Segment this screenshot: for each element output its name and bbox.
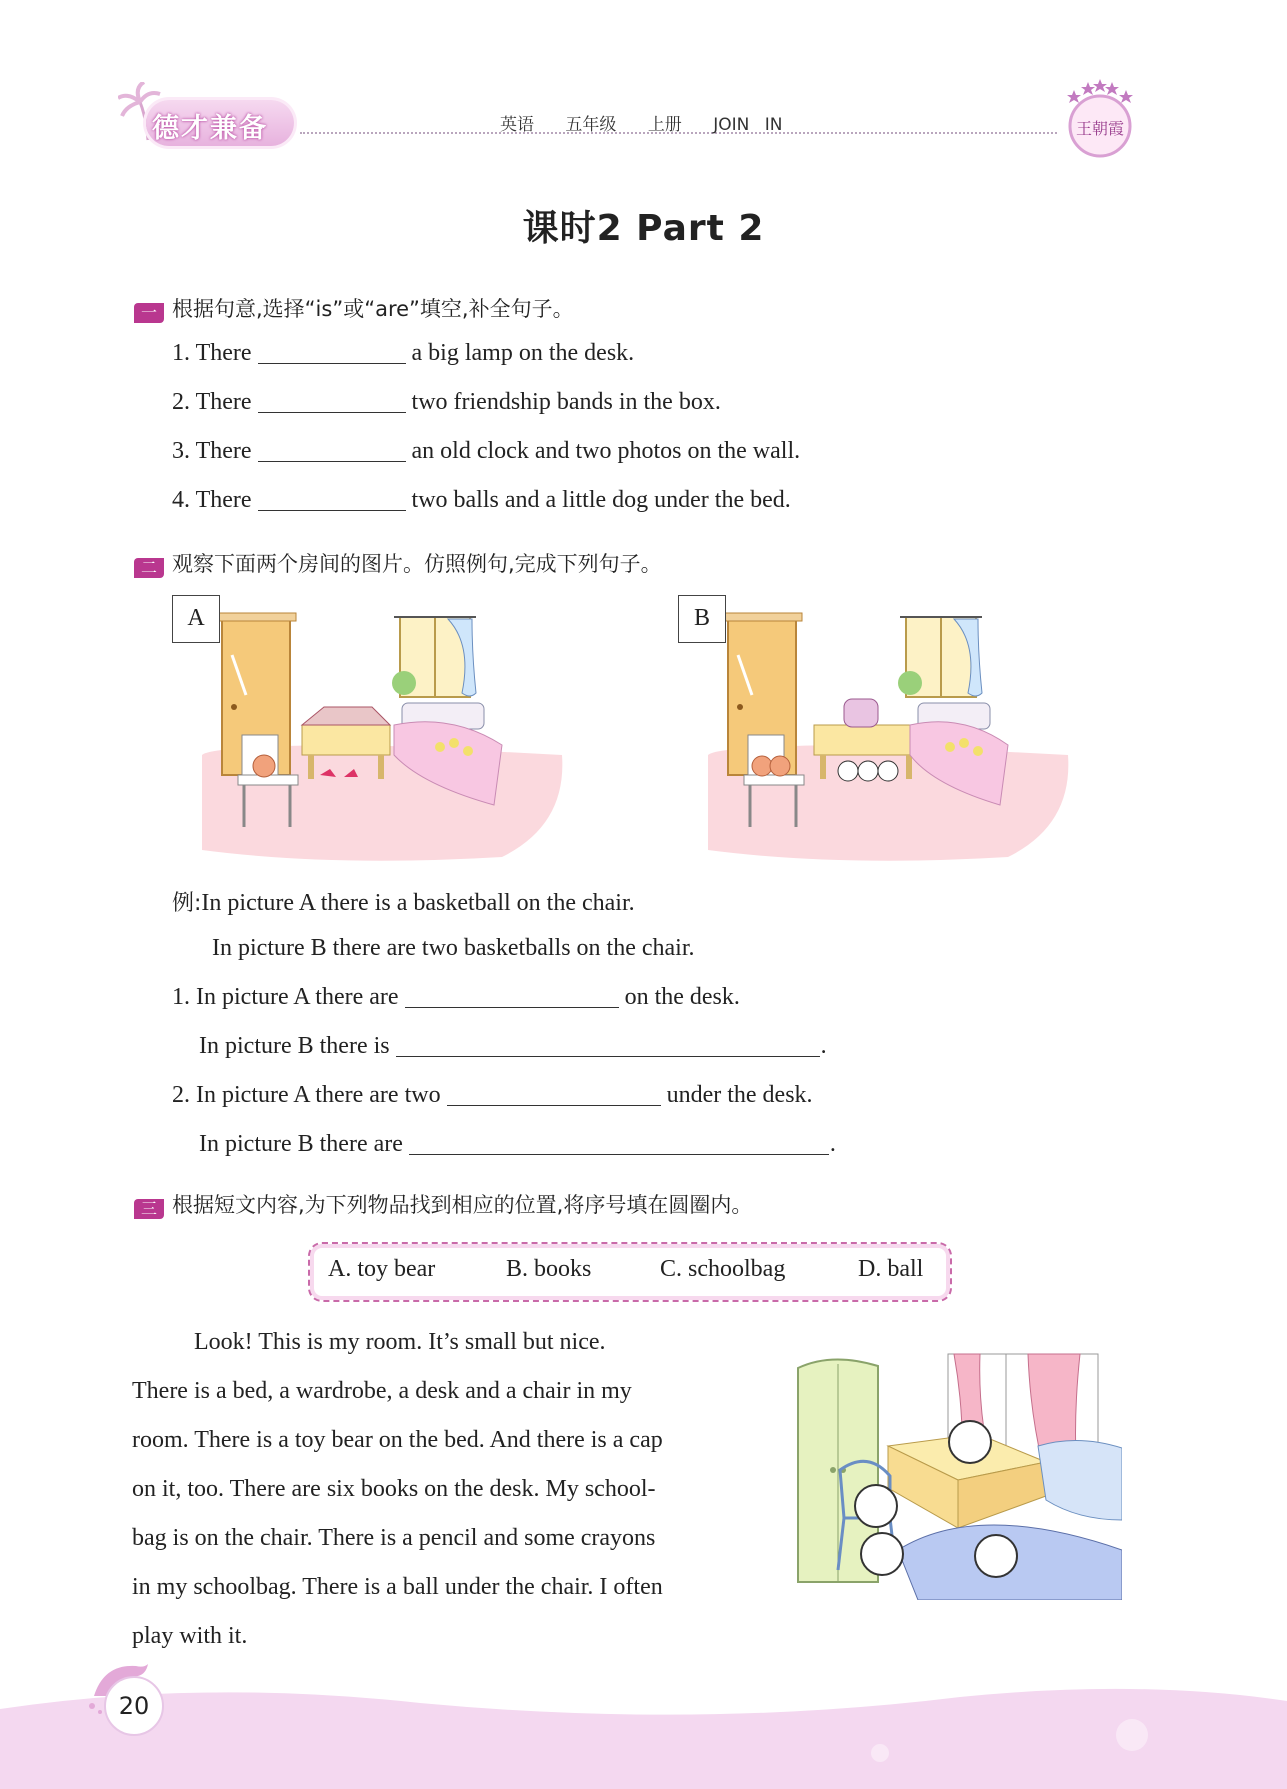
bedroom-illustration bbox=[778, 1350, 1122, 1600]
passage-line-4: on it, too. There are six books on the desk. My school- bbox=[132, 1476, 656, 1502]
s2-q2a bbox=[172, 1082, 813, 1109]
s1-item-4-text: two balls and a little dog under the bed. bbox=[411, 487, 791, 513]
s1-item-3 bbox=[172, 438, 800, 465]
section2-number: 二 bbox=[134, 558, 164, 578]
s2-q1a-post: on the desk. bbox=[624, 984, 740, 1010]
picture-a-label: A bbox=[172, 595, 220, 643]
section2-heading bbox=[134, 548, 662, 578]
room-illustration-section3 bbox=[778, 1350, 1122, 1600]
answer-blank[interactable] bbox=[258, 411, 406, 413]
room-b-illustration bbox=[678, 595, 1078, 865]
s1-item-2-text: two friendship bands in the box. bbox=[411, 389, 721, 415]
s1-item-1-text: a big lamp on the desk. bbox=[411, 340, 635, 366]
brand-logo bbox=[118, 82, 298, 152]
s1-item-1 bbox=[172, 340, 634, 367]
s1-item-2-label: 2. There bbox=[172, 389, 252, 415]
section2-instruction: 观察下面两个房间的图片。仿照例句,完成下列句子。 bbox=[172, 552, 662, 576]
s1-item-4 bbox=[172, 487, 791, 514]
s1-item-1-label: 1. There bbox=[172, 340, 252, 366]
section1-heading bbox=[134, 293, 574, 323]
s1-item-4-label: 4. There bbox=[172, 487, 252, 513]
section3-heading bbox=[134, 1189, 752, 1219]
s2-q1b-pre: In picture B there is bbox=[199, 1033, 390, 1059]
s2-q2b-pre: In picture B there are bbox=[199, 1131, 403, 1157]
answer-blank[interactable] bbox=[258, 362, 406, 364]
options-box bbox=[308, 1242, 952, 1302]
room-picture-a bbox=[172, 595, 572, 865]
example-sentence-1: In picture A there is a basketball on the chair. bbox=[201, 890, 635, 916]
reading-passage bbox=[132, 1318, 756, 1661]
room-picture-b bbox=[678, 595, 1078, 865]
option-c: C. schoolbag bbox=[660, 1256, 786, 1282]
example-sentence-2: In picture B there are two basketballs on the chair. bbox=[212, 935, 695, 961]
s1-item-3-label: 3. There bbox=[172, 438, 252, 464]
s1-item-2 bbox=[172, 389, 721, 416]
s2-q2a-post: under the desk. bbox=[666, 1082, 813, 1108]
section3-instruction: 根据短文内容,为下列物品找到相应的位置,将序号填在圆圈内。 bbox=[172, 1193, 753, 1217]
option-a: A. toy bear bbox=[328, 1256, 436, 1282]
page-title: 课时2 Part 2 bbox=[522, 208, 765, 249]
room-a-illustration bbox=[172, 595, 572, 865]
section3-number: 三 bbox=[134, 1199, 164, 1219]
s2-q2a-pre: 2. In picture A there are two bbox=[172, 1082, 441, 1108]
passage-line-1: Look! This is my room. It’s small but nice. bbox=[194, 1329, 606, 1355]
passage-line-7: play with it. bbox=[132, 1623, 248, 1649]
s2-q1a bbox=[172, 984, 740, 1011]
s2-q1b-post: . bbox=[820, 1033, 827, 1059]
footer-wave bbox=[0, 1679, 1287, 1789]
section1-instruction: 根据句意,选择“is”或“are”填空,补全句子。 bbox=[172, 297, 574, 321]
passage-line-6: in my schoolbag. There is a ball under the chair. I often bbox=[132, 1574, 663, 1600]
s2-q2b-post: . bbox=[829, 1131, 836, 1157]
s2-q1a-pre: 1. In picture A there are bbox=[172, 984, 399, 1010]
answer-blank[interactable] bbox=[258, 509, 406, 511]
passage-line-5: bag is on the chair. There is a pencil and some crayons bbox=[132, 1525, 656, 1551]
passage-line-2: There is a bed, a wardrobe, a desk and a chair in my bbox=[132, 1378, 632, 1404]
option-b: B. books bbox=[506, 1256, 592, 1282]
seal-badge-icon bbox=[1060, 76, 1140, 162]
answer-blank[interactable] bbox=[409, 1153, 829, 1155]
header-grade: 五年级 bbox=[565, 115, 617, 135]
svg-text:王朝霞: 王朝霞 bbox=[1075, 119, 1125, 138]
header-series: JOIN IN bbox=[713, 115, 783, 135]
option-d: D. ball bbox=[858, 1256, 924, 1282]
header-info bbox=[500, 110, 798, 135]
example-line-1 bbox=[172, 886, 635, 917]
s2-q1b bbox=[199, 1033, 827, 1060]
s2-q2b bbox=[199, 1131, 836, 1158]
s1-item-3-text: an old clock and two photos on the wall. bbox=[411, 438, 801, 464]
header-volume: 上册 bbox=[647, 115, 682, 135]
example-label: 例: bbox=[172, 891, 202, 916]
passage-line-3: room. There is a toy bear on the bed. And there is a cap bbox=[132, 1427, 663, 1453]
brand-text: 德才兼备 bbox=[152, 113, 268, 144]
answer-blank[interactable] bbox=[258, 460, 406, 462]
picture-b-label: B bbox=[678, 595, 726, 643]
answer-blank[interactable] bbox=[405, 1006, 619, 1008]
page-number: 20 bbox=[104, 1676, 164, 1736]
answer-blank[interactable] bbox=[396, 1055, 820, 1057]
section1-number: 一 bbox=[134, 303, 164, 323]
header-subject: 英语 bbox=[500, 115, 534, 135]
answer-blank[interactable] bbox=[447, 1104, 661, 1106]
